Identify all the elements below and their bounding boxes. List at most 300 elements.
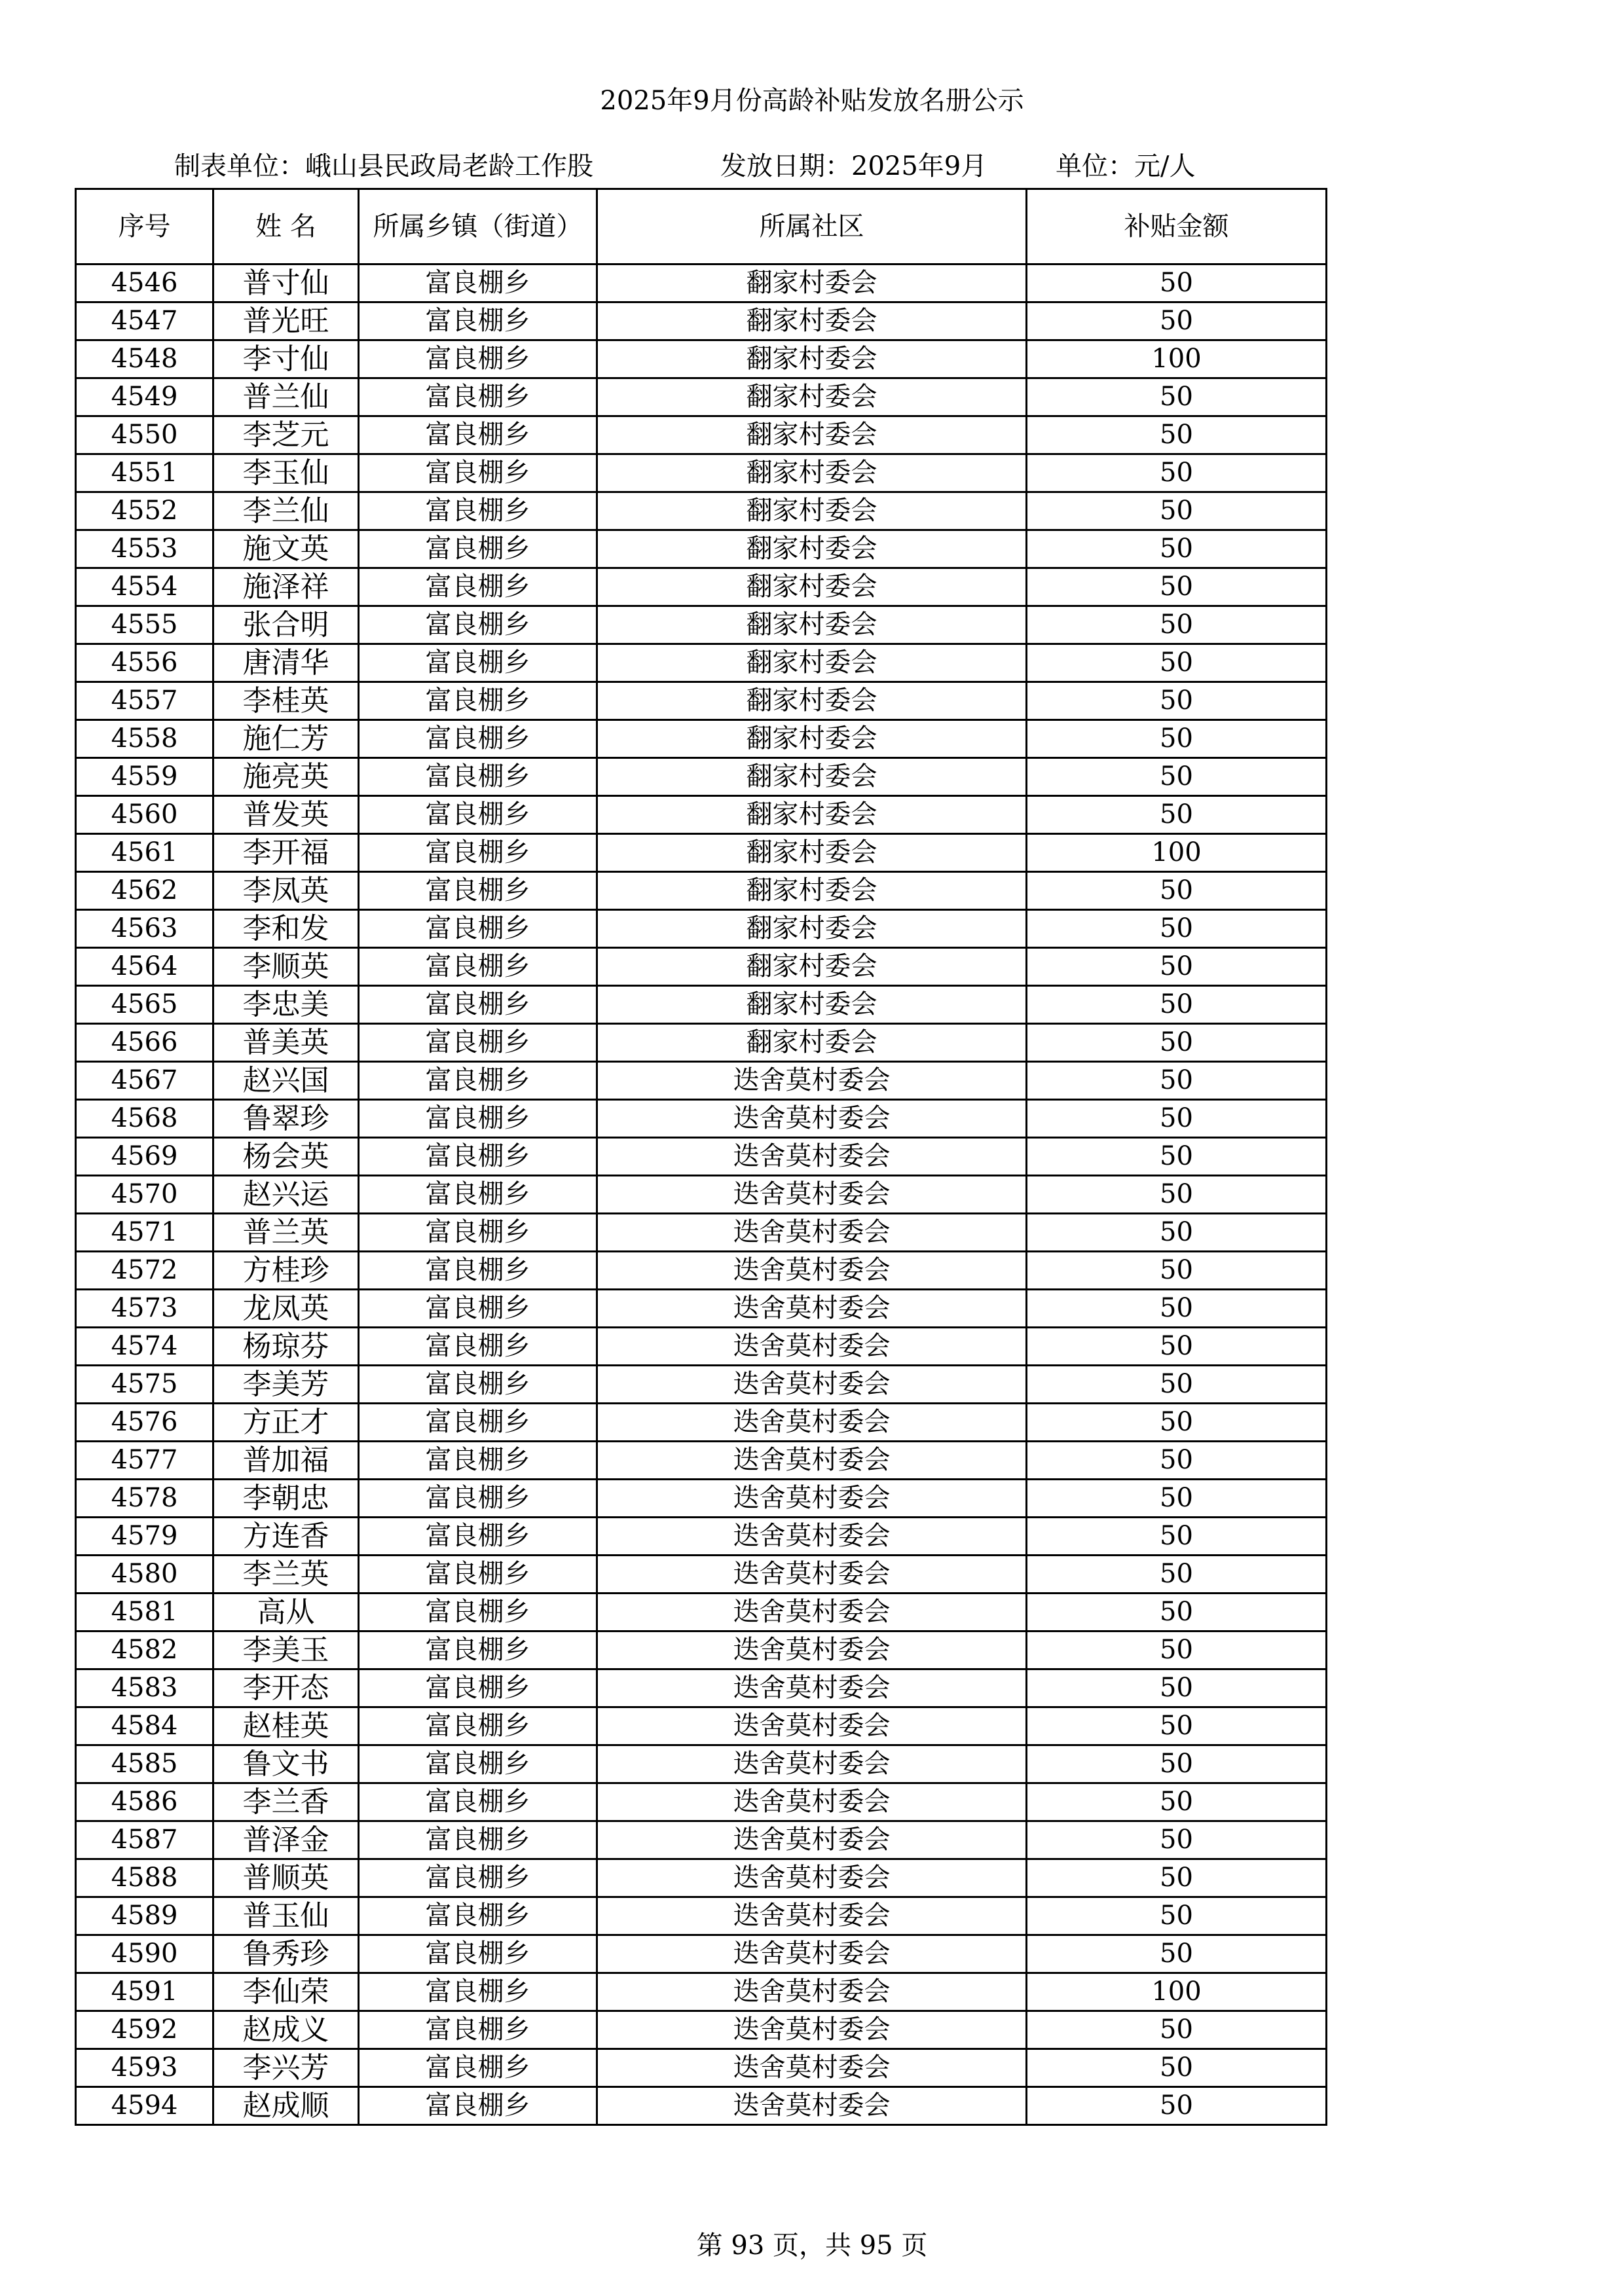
table-row bbox=[76, 416, 1327, 454]
cell-amount: 50 bbox=[1027, 568, 1327, 606]
issue-date: 发放日期：2025年9月 bbox=[720, 151, 987, 181]
cell-community: 翻家村委会 bbox=[597, 302, 1027, 340]
cell-name: 施泽祥 bbox=[213, 568, 359, 606]
cell-name: 李兴芳 bbox=[213, 2049, 359, 2087]
cell-community: 迭舍莫村委会 bbox=[597, 1062, 1027, 1100]
cell-community: 翻家村委会 bbox=[597, 416, 1027, 454]
table-row bbox=[76, 1859, 1327, 1897]
cell-amount: 50 bbox=[1027, 1518, 1327, 1556]
table-row bbox=[76, 2087, 1327, 2125]
cell-index: 4572 bbox=[76, 1252, 213, 1290]
cell-amount: 50 bbox=[1027, 1024, 1327, 1062]
cell-township: 富良棚乡 bbox=[359, 1518, 597, 1556]
cell-index: 4564 bbox=[76, 948, 213, 986]
table-row bbox=[76, 2049, 1327, 2087]
cell-community: 翻家村委会 bbox=[597, 986, 1027, 1024]
table-row bbox=[76, 1176, 1327, 1214]
cell-community: 迭舍莫村委会 bbox=[597, 1442, 1027, 1480]
cell-index: 4594 bbox=[76, 2087, 213, 2125]
cell-township: 富良棚乡 bbox=[359, 1290, 597, 1328]
cell-index: 4553 bbox=[76, 530, 213, 568]
subsidy-table bbox=[75, 188, 1327, 2126]
cell-community: 迭舍莫村委会 bbox=[597, 1783, 1027, 1821]
cell-community: 迭舍莫村委会 bbox=[597, 1859, 1027, 1897]
cell-township: 富良棚乡 bbox=[359, 834, 597, 872]
table-row bbox=[76, 1442, 1327, 1480]
table-row bbox=[76, 378, 1327, 416]
cell-amount: 50 bbox=[1027, 1290, 1327, 1328]
cell-township: 富良棚乡 bbox=[359, 1442, 597, 1480]
cell-community: 迭舍莫村委会 bbox=[597, 1404, 1027, 1442]
cell-amount: 50 bbox=[1027, 2087, 1327, 2125]
cell-index: 4580 bbox=[76, 1556, 213, 1594]
cell-name: 李兰仙 bbox=[213, 492, 359, 530]
cell-name: 施仁芳 bbox=[213, 720, 359, 758]
cell-name: 方连香 bbox=[213, 1518, 359, 1556]
cell-name: 普玉仙 bbox=[213, 1897, 359, 1935]
cell-amount: 50 bbox=[1027, 1594, 1327, 1631]
cell-index: 4577 bbox=[76, 1442, 213, 1480]
table-row bbox=[76, 568, 1327, 606]
cell-amount: 50 bbox=[1027, 1631, 1327, 1669]
cell-index: 4556 bbox=[76, 644, 213, 682]
cell-index: 4550 bbox=[76, 416, 213, 454]
cell-township: 富良棚乡 bbox=[359, 1859, 597, 1897]
cell-township: 富良棚乡 bbox=[359, 302, 597, 340]
cell-name: 李朝忠 bbox=[213, 1480, 359, 1518]
cell-amount: 100 bbox=[1027, 834, 1327, 872]
table-row bbox=[76, 1935, 1327, 1973]
cell-name: 高从 bbox=[213, 1594, 359, 1631]
cell-township: 富良棚乡 bbox=[359, 2011, 597, 2049]
table-row bbox=[76, 986, 1327, 1024]
cell-index: 4568 bbox=[76, 1100, 213, 1138]
col-header-amount: 补贴金额 bbox=[1027, 189, 1327, 264]
cell-township: 富良棚乡 bbox=[359, 1214, 597, 1252]
cell-community: 翻家村委会 bbox=[597, 378, 1027, 416]
table-row bbox=[76, 1252, 1327, 1290]
cell-township: 富良棚乡 bbox=[359, 644, 597, 682]
cell-township: 富良棚乡 bbox=[359, 416, 597, 454]
cell-township: 富良棚乡 bbox=[359, 986, 597, 1024]
cell-township: 富良棚乡 bbox=[359, 378, 597, 416]
cell-name: 普泽金 bbox=[213, 1821, 359, 1859]
cell-amount: 50 bbox=[1027, 2011, 1327, 2049]
cell-community: 翻家村委会 bbox=[597, 264, 1027, 302]
cell-name: 李寸仙 bbox=[213, 340, 359, 378]
cell-index: 4592 bbox=[76, 2011, 213, 2049]
cell-community: 迭舍莫村委会 bbox=[597, 1138, 1027, 1176]
cell-community: 翻家村委会 bbox=[597, 530, 1027, 568]
cell-index: 4558 bbox=[76, 720, 213, 758]
cell-index: 4566 bbox=[76, 1024, 213, 1062]
cell-name: 普光旺 bbox=[213, 302, 359, 340]
cell-index: 4549 bbox=[76, 378, 213, 416]
cell-township: 富良棚乡 bbox=[359, 1328, 597, 1366]
cell-community: 翻家村委会 bbox=[597, 568, 1027, 606]
cell-community: 迭舍莫村委会 bbox=[597, 1707, 1027, 1745]
cell-township: 富良棚乡 bbox=[359, 2049, 597, 2087]
cell-township: 富良棚乡 bbox=[359, 1480, 597, 1518]
table-row bbox=[76, 1631, 1327, 1669]
cell-community: 迭舍莫村委会 bbox=[597, 1480, 1027, 1518]
cell-amount: 50 bbox=[1027, 492, 1327, 530]
table-row bbox=[76, 492, 1327, 530]
page-title: 2025年9月份高龄补贴发放名册公示 bbox=[600, 86, 1024, 116]
table-row bbox=[76, 834, 1327, 872]
cell-amount: 50 bbox=[1027, 1480, 1327, 1518]
page-footer: 第 93 页，共 95 页 bbox=[696, 2231, 928, 2261]
cell-index: 4565 bbox=[76, 986, 213, 1024]
col-header-township: 所属乡镇（街道） bbox=[359, 189, 597, 264]
cell-name: 杨琼芬 bbox=[213, 1328, 359, 1366]
cell-amount: 50 bbox=[1027, 910, 1327, 948]
cell-index: 4546 bbox=[76, 264, 213, 302]
table-row bbox=[76, 1480, 1327, 1518]
cell-community: 迭舍莫村委会 bbox=[597, 2049, 1027, 2087]
cell-index: 4561 bbox=[76, 834, 213, 872]
cell-amount: 50 bbox=[1027, 1214, 1327, 1252]
cell-community: 迭舍莫村委会 bbox=[597, 1745, 1027, 1783]
cell-index: 4573 bbox=[76, 1290, 213, 1328]
cell-community: 翻家村委会 bbox=[597, 340, 1027, 378]
cell-index: 4575 bbox=[76, 1366, 213, 1404]
cell-name: 赵成义 bbox=[213, 2011, 359, 2049]
cell-index: 4581 bbox=[76, 1594, 213, 1631]
table-row bbox=[76, 1214, 1327, 1252]
cell-amount: 100 bbox=[1027, 1973, 1327, 2011]
cell-name: 李桂英 bbox=[213, 682, 359, 720]
cell-amount: 50 bbox=[1027, 1252, 1327, 1290]
cell-name: 李仙荣 bbox=[213, 1973, 359, 2011]
table-row bbox=[76, 720, 1327, 758]
table-row bbox=[76, 264, 1327, 302]
cell-amount: 50 bbox=[1027, 1821, 1327, 1859]
cell-index: 4548 bbox=[76, 340, 213, 378]
col-header-index: 序号 bbox=[76, 189, 213, 264]
cell-name: 鲁文书 bbox=[213, 1745, 359, 1783]
table-row bbox=[76, 302, 1327, 340]
cell-amount: 50 bbox=[1027, 1669, 1327, 1707]
cell-community: 迭舍莫村委会 bbox=[597, 1366, 1027, 1404]
cell-township: 富良棚乡 bbox=[359, 2087, 597, 2125]
cell-amount: 50 bbox=[1027, 682, 1327, 720]
cell-name: 赵成顺 bbox=[213, 2087, 359, 2125]
cell-township: 富良棚乡 bbox=[359, 1366, 597, 1404]
cell-amount: 50 bbox=[1027, 1556, 1327, 1594]
cell-name: 李美玉 bbox=[213, 1631, 359, 1669]
cell-name: 李顺英 bbox=[213, 948, 359, 986]
cell-index: 4562 bbox=[76, 872, 213, 910]
cell-name: 普美英 bbox=[213, 1024, 359, 1062]
cell-name: 普加福 bbox=[213, 1442, 359, 1480]
cell-name: 李开态 bbox=[213, 1669, 359, 1707]
cell-index: 4547 bbox=[76, 302, 213, 340]
cell-amount: 50 bbox=[1027, 264, 1327, 302]
cell-community: 翻家村委会 bbox=[597, 682, 1027, 720]
cell-community: 迭舍莫村委会 bbox=[597, 1669, 1027, 1707]
cell-community: 翻家村委会 bbox=[597, 1024, 1027, 1062]
cell-index: 4552 bbox=[76, 492, 213, 530]
cell-index: 4582 bbox=[76, 1631, 213, 1669]
cell-community: 迭舍莫村委会 bbox=[597, 1100, 1027, 1138]
table-row bbox=[76, 1328, 1327, 1366]
cell-community: 迭舍莫村委会 bbox=[597, 1252, 1027, 1290]
cell-township: 富良棚乡 bbox=[359, 606, 597, 644]
cell-index: 4587 bbox=[76, 1821, 213, 1859]
cell-township: 富良棚乡 bbox=[359, 1100, 597, 1138]
cell-index: 4583 bbox=[76, 1669, 213, 1707]
cell-community: 翻家村委会 bbox=[597, 720, 1027, 758]
cell-amount: 50 bbox=[1027, 302, 1327, 340]
table-row bbox=[76, 454, 1327, 492]
table-body bbox=[76, 264, 1327, 2125]
table-row bbox=[76, 2011, 1327, 2049]
table-row bbox=[76, 1897, 1327, 1935]
cell-township: 富良棚乡 bbox=[359, 1252, 597, 1290]
cell-index: 4569 bbox=[76, 1138, 213, 1176]
cell-community: 迭舍莫村委会 bbox=[597, 1328, 1027, 1366]
cell-amount: 50 bbox=[1027, 1176, 1327, 1214]
cell-community: 迭舍莫村委会 bbox=[597, 1556, 1027, 1594]
cell-township: 富良棚乡 bbox=[359, 1935, 597, 1973]
cell-community: 翻家村委会 bbox=[597, 454, 1027, 492]
cell-township: 富良棚乡 bbox=[359, 1138, 597, 1176]
table-row bbox=[76, 606, 1327, 644]
cell-township: 富良棚乡 bbox=[359, 720, 597, 758]
cell-amount: 50 bbox=[1027, 1897, 1327, 1935]
cell-community: 迭舍莫村委会 bbox=[597, 1631, 1027, 1669]
table-row bbox=[76, 948, 1327, 986]
issuing-unit: 制表单位：峨山县民政局老龄工作股 bbox=[174, 151, 593, 181]
cell-amount: 50 bbox=[1027, 2049, 1327, 2087]
cell-amount: 50 bbox=[1027, 1442, 1327, 1480]
cell-amount: 50 bbox=[1027, 1745, 1327, 1783]
cell-amount: 50 bbox=[1027, 872, 1327, 910]
table-row bbox=[76, 340, 1327, 378]
cell-township: 富良棚乡 bbox=[359, 758, 597, 796]
cell-township: 富良棚乡 bbox=[359, 530, 597, 568]
table-row bbox=[76, 1024, 1327, 1062]
table-row bbox=[76, 758, 1327, 796]
cell-community: 迭舍莫村委会 bbox=[597, 1973, 1027, 2011]
amount-unit: 单位：元/人 bbox=[1056, 151, 1196, 181]
table-row bbox=[76, 1669, 1327, 1707]
table-row bbox=[76, 1821, 1327, 1859]
cell-community: 迭舍莫村委会 bbox=[597, 2087, 1027, 2125]
cell-index: 4555 bbox=[76, 606, 213, 644]
cell-community: 翻家村委会 bbox=[597, 872, 1027, 910]
cell-index: 4586 bbox=[76, 1783, 213, 1821]
cell-amount: 50 bbox=[1027, 1935, 1327, 1973]
cell-township: 富良棚乡 bbox=[359, 796, 597, 834]
cell-township: 富良棚乡 bbox=[359, 682, 597, 720]
cell-amount: 50 bbox=[1027, 644, 1327, 682]
cell-community: 翻家村委会 bbox=[597, 910, 1027, 948]
cell-community: 迭舍莫村委会 bbox=[597, 1518, 1027, 1556]
cell-amount: 50 bbox=[1027, 948, 1327, 986]
table-row bbox=[76, 644, 1327, 682]
cell-name: 方正才 bbox=[213, 1404, 359, 1442]
cell-name: 李兰香 bbox=[213, 1783, 359, 1821]
cell-name: 普兰英 bbox=[213, 1214, 359, 1252]
col-header-community: 所属社区 bbox=[597, 189, 1027, 264]
cell-township: 富良棚乡 bbox=[359, 1707, 597, 1745]
cell-township: 富良棚乡 bbox=[359, 948, 597, 986]
cell-name: 赵兴国 bbox=[213, 1062, 359, 1100]
cell-township: 富良棚乡 bbox=[359, 492, 597, 530]
table-row bbox=[76, 1366, 1327, 1404]
cell-name: 李芝元 bbox=[213, 416, 359, 454]
cell-amount: 50 bbox=[1027, 1859, 1327, 1897]
cell-name: 施文英 bbox=[213, 530, 359, 568]
cell-index: 4588 bbox=[76, 1859, 213, 1897]
cell-name: 李美芳 bbox=[213, 1366, 359, 1404]
cell-community: 迭舍莫村委会 bbox=[597, 1290, 1027, 1328]
table-row bbox=[76, 682, 1327, 720]
table-row bbox=[76, 1404, 1327, 1442]
table-row bbox=[76, 1556, 1327, 1594]
cell-index: 4574 bbox=[76, 1328, 213, 1366]
cell-amount: 50 bbox=[1027, 454, 1327, 492]
cell-name: 杨会英 bbox=[213, 1138, 359, 1176]
cell-name: 方桂珍 bbox=[213, 1252, 359, 1290]
cell-index: 4593 bbox=[76, 2049, 213, 2087]
cell-name: 赵桂英 bbox=[213, 1707, 359, 1745]
cell-township: 富良棚乡 bbox=[359, 340, 597, 378]
cell-township: 富良棚乡 bbox=[359, 1669, 597, 1707]
table-row bbox=[76, 796, 1327, 834]
table-row bbox=[76, 1138, 1327, 1176]
cell-index: 4584 bbox=[76, 1707, 213, 1745]
cell-amount: 50 bbox=[1027, 530, 1327, 568]
cell-name: 李凤英 bbox=[213, 872, 359, 910]
cell-amount: 50 bbox=[1027, 1328, 1327, 1366]
cell-index: 4560 bbox=[76, 796, 213, 834]
cell-township: 富良棚乡 bbox=[359, 1821, 597, 1859]
cell-name: 李兰英 bbox=[213, 1556, 359, 1594]
cell-name: 李玉仙 bbox=[213, 454, 359, 492]
table-row bbox=[76, 910, 1327, 948]
cell-township: 富良棚乡 bbox=[359, 1404, 597, 1442]
cell-index: 4571 bbox=[76, 1214, 213, 1252]
cell-township: 富良棚乡 bbox=[359, 1897, 597, 1935]
cell-index: 4579 bbox=[76, 1518, 213, 1556]
cell-name: 鲁翠珍 bbox=[213, 1100, 359, 1138]
table-row bbox=[76, 1594, 1327, 1631]
cell-name: 李和发 bbox=[213, 910, 359, 948]
cell-name: 普顺英 bbox=[213, 1859, 359, 1897]
col-header-name: 姓 名 bbox=[213, 189, 359, 264]
cell-amount: 50 bbox=[1027, 1366, 1327, 1404]
table-row bbox=[76, 1973, 1327, 2011]
cell-index: 4563 bbox=[76, 910, 213, 948]
cell-name: 普寸仙 bbox=[213, 264, 359, 302]
table-row bbox=[76, 1518, 1327, 1556]
table-row bbox=[76, 1745, 1327, 1783]
cell-amount: 50 bbox=[1027, 1707, 1327, 1745]
cell-index: 4578 bbox=[76, 1480, 213, 1518]
cell-name: 唐清华 bbox=[213, 644, 359, 682]
cell-index: 4559 bbox=[76, 758, 213, 796]
cell-community: 翻家村委会 bbox=[597, 834, 1027, 872]
cell-township: 富良棚乡 bbox=[359, 910, 597, 948]
cell-index: 4557 bbox=[76, 682, 213, 720]
cell-community: 迭舍莫村委会 bbox=[597, 1594, 1027, 1631]
table-row bbox=[76, 1062, 1327, 1100]
cell-community: 翻家村委会 bbox=[597, 758, 1027, 796]
cell-name: 李忠美 bbox=[213, 986, 359, 1024]
cell-name: 龙凤英 bbox=[213, 1290, 359, 1328]
cell-township: 富良棚乡 bbox=[359, 1783, 597, 1821]
cell-community: 翻家村委会 bbox=[597, 796, 1027, 834]
cell-index: 4570 bbox=[76, 1176, 213, 1214]
cell-township: 富良棚乡 bbox=[359, 1594, 597, 1631]
cell-amount: 50 bbox=[1027, 1062, 1327, 1100]
cell-index: 4576 bbox=[76, 1404, 213, 1442]
cell-community: 迭舍莫村委会 bbox=[597, 1214, 1027, 1252]
table-row bbox=[76, 1290, 1327, 1328]
cell-index: 4585 bbox=[76, 1745, 213, 1783]
cell-township: 富良棚乡 bbox=[359, 1024, 597, 1062]
cell-index: 4590 bbox=[76, 1935, 213, 1973]
cell-township: 富良棚乡 bbox=[359, 568, 597, 606]
cell-township: 富良棚乡 bbox=[359, 1745, 597, 1783]
cell-amount: 50 bbox=[1027, 796, 1327, 834]
cell-amount: 50 bbox=[1027, 1138, 1327, 1176]
cell-community: 翻家村委会 bbox=[597, 644, 1027, 682]
cell-township: 富良棚乡 bbox=[359, 1062, 597, 1100]
cell-amount: 50 bbox=[1027, 416, 1327, 454]
cell-community: 翻家村委会 bbox=[597, 606, 1027, 644]
table-header-row bbox=[76, 189, 1327, 264]
cell-community: 迭舍莫村委会 bbox=[597, 1821, 1027, 1859]
cell-community: 迭舍莫村委会 bbox=[597, 1176, 1027, 1214]
cell-township: 富良棚乡 bbox=[359, 264, 597, 302]
cell-name: 施亮英 bbox=[213, 758, 359, 796]
cell-amount: 50 bbox=[1027, 986, 1327, 1024]
cell-index: 4554 bbox=[76, 568, 213, 606]
cell-amount: 100 bbox=[1027, 340, 1327, 378]
table-row bbox=[76, 872, 1327, 910]
cell-amount: 50 bbox=[1027, 1783, 1327, 1821]
cell-community: 迭舍莫村委会 bbox=[597, 2011, 1027, 2049]
cell-township: 富良棚乡 bbox=[359, 1973, 597, 2011]
cell-name: 张合明 bbox=[213, 606, 359, 644]
cell-amount: 50 bbox=[1027, 720, 1327, 758]
table-row bbox=[76, 1100, 1327, 1138]
cell-community: 迭舍莫村委会 bbox=[597, 1935, 1027, 1973]
cell-index: 4567 bbox=[76, 1062, 213, 1100]
cell-name: 鲁秀珍 bbox=[213, 1935, 359, 1973]
cell-index: 4589 bbox=[76, 1897, 213, 1935]
cell-name: 李开福 bbox=[213, 834, 359, 872]
table-row bbox=[76, 530, 1327, 568]
cell-township: 富良棚乡 bbox=[359, 454, 597, 492]
table-row bbox=[76, 1783, 1327, 1821]
cell-township: 富良棚乡 bbox=[359, 872, 597, 910]
cell-amount: 50 bbox=[1027, 606, 1327, 644]
table-row bbox=[76, 1707, 1327, 1745]
cell-amount: 50 bbox=[1027, 758, 1327, 796]
cell-amount: 50 bbox=[1027, 378, 1327, 416]
cell-community: 翻家村委会 bbox=[597, 492, 1027, 530]
cell-amount: 50 bbox=[1027, 1404, 1327, 1442]
cell-township: 富良棚乡 bbox=[359, 1631, 597, 1669]
cell-community: 翻家村委会 bbox=[597, 948, 1027, 986]
cell-name: 普兰仙 bbox=[213, 378, 359, 416]
cell-community: 迭舍莫村委会 bbox=[597, 1897, 1027, 1935]
